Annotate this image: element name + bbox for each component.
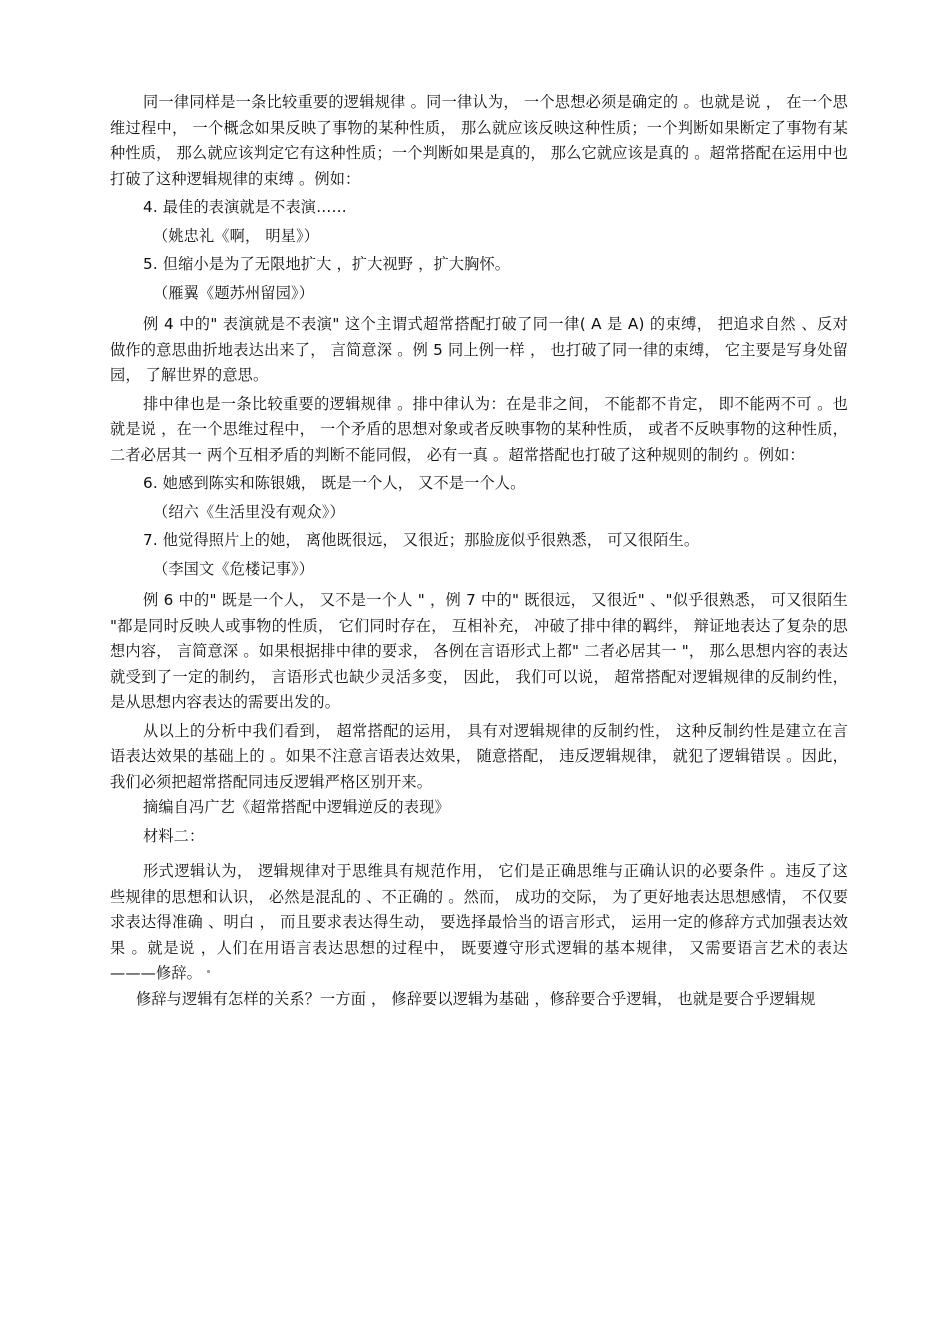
example-5: 5. 但缩小是为了无限地扩大 ，扩大视野 ，扩大胸怀。 [143,255,511,273]
material-2-heading: 材料二： [143,826,205,845]
document-page [110,90,848,1012]
paragraph-rhetoric-and-logic: 修辞与逻辑有怎样的关系？一方面 ， 修辞要以逻辑为基础 ，修辞要合乎逻辑， 也就是要合乎逻辑规 [136,989,816,1008]
example-6: 6. 她感到陈实和陈银娥， 既是一个人， 又不是一个人。 [143,474,526,492]
excerpt-source-note: 摘编自冯广艺《超常搭配中逻辑逆反的表现》 [143,798,450,816]
example-4-source: （姚忠礼《啊， 明星》） [153,226,320,245]
example-6-source: （绍六《生活里没有观众》） [153,502,345,521]
paragraph-conclusion: 从以上的分析中我们看到， 超常搭配的运用， 具有对逻辑规律的反制约性， 这种反制约性是建立在言语表达效果的基础上的 。如果不注意言语表达效果， 随意搭配， 违反逻辑规律， 就犯了逻辑错误 。因此， 我们必须把超常搭配同违反逻辑严格区别开来。 [110,721,848,791]
paragraph-material-2: 形式逻辑认为， 逻辑规律对于思维具有规范作用， 它们是正确思维与正确认识的必要条件 。违反了这些规律的思想和认识， 必然是混乱的 、不正确的 。然而， 成功的交际， 为了更好地表达思想感情， 不仅要求表达得准确 、明白 ， 而且要求表达得生动， 要选择最恰当的语言形式， 运用一定的修辞方式加强表达效果 。就是说 ，人们在用语言表达思想的过程中， 既要遵守形式逻辑的基本规律， 又需要语言艺术的表达———修辞。 [110,862,848,982]
paragraph-law-of-identity: 同一律同样是一条比较重要的逻辑规律 。同一律认为， 一个思想必须是确定的 。也就是说 ， 在一个思维过程中， 一个概念如果反映了事物的某种性质， 那么就应该反映这种性质；一个判断如果断定了事物有某种性质， 那么就应该判定它有这种性质；一个判断如果是真的， 那么它就应该是真的 。超常搭配在运用中也打破了这种逻辑规律的束缚 。例如： [110,93,848,188]
paragraph-analysis-examples-4-5: 例 4 中的" 表演就是不表演" 这个主谓式超常搭配打破了同一律( A 是 A) 的束缚， 把追求自然 、反对做作的意思曲折地表达出来了， 言简意深 。例 5 同上例一样 ， 也打破了同一律的束缚， 它主要是写身处留园， 了解世界的意思。 [110,315,848,384]
example-7-source: （李国文《危楼记事》） [153,559,315,578]
paragraph-analysis-examples-6-7: 例 6 中的" 既是一个人， 又不是一个人 " ，例 7 中的" 既很远， 又很近" 、"似乎很熟悉， 可又很陌生 "都是同时反映人或事物的性质， 它们同时存在， 互相补充， 冲破了排中律的羁绊， 辩证地表达了复杂的思想内容， 言简意深 。如果根据排中律的要求， 各例在言语形式上都" 二者必居其一 "， 那么思想内容的表达就受到了一定的制约， 言语形式也缺少灵活多变， 因此， 我们可以说， 超常搭配对逻辑规律的反制约性， 是从思想内容表达的需要出发的。 [110,591,848,711]
paragraph-law-of-excluded-middle: 排中律也是一条比较重要的逻辑规律 。排中律认为：在是非之间， 不能都不肯定， 即不能两不可 。也就是说 ，在一个思维过程中， 一个矛盾的思想对象或者反映事物的某种性质， 或者不反映事物的这种性质， 二者必居其一 两个互相矛盾的判断不能同假， 必有一真 。超常搭配也打破了这种规则的制约 。例如： [110,394,848,464]
stray-mark [207,970,210,973]
example-4: 4. 最佳的表演就是不表演…… [143,198,347,216]
example-5-source: （雁翼《题苏州留园》） [153,283,315,302]
example-7: 7. 他觉得照片上的她， 离他既很远， 又很近；那脸庞似乎很熟悉， 可又很陌生。 [143,531,700,549]
